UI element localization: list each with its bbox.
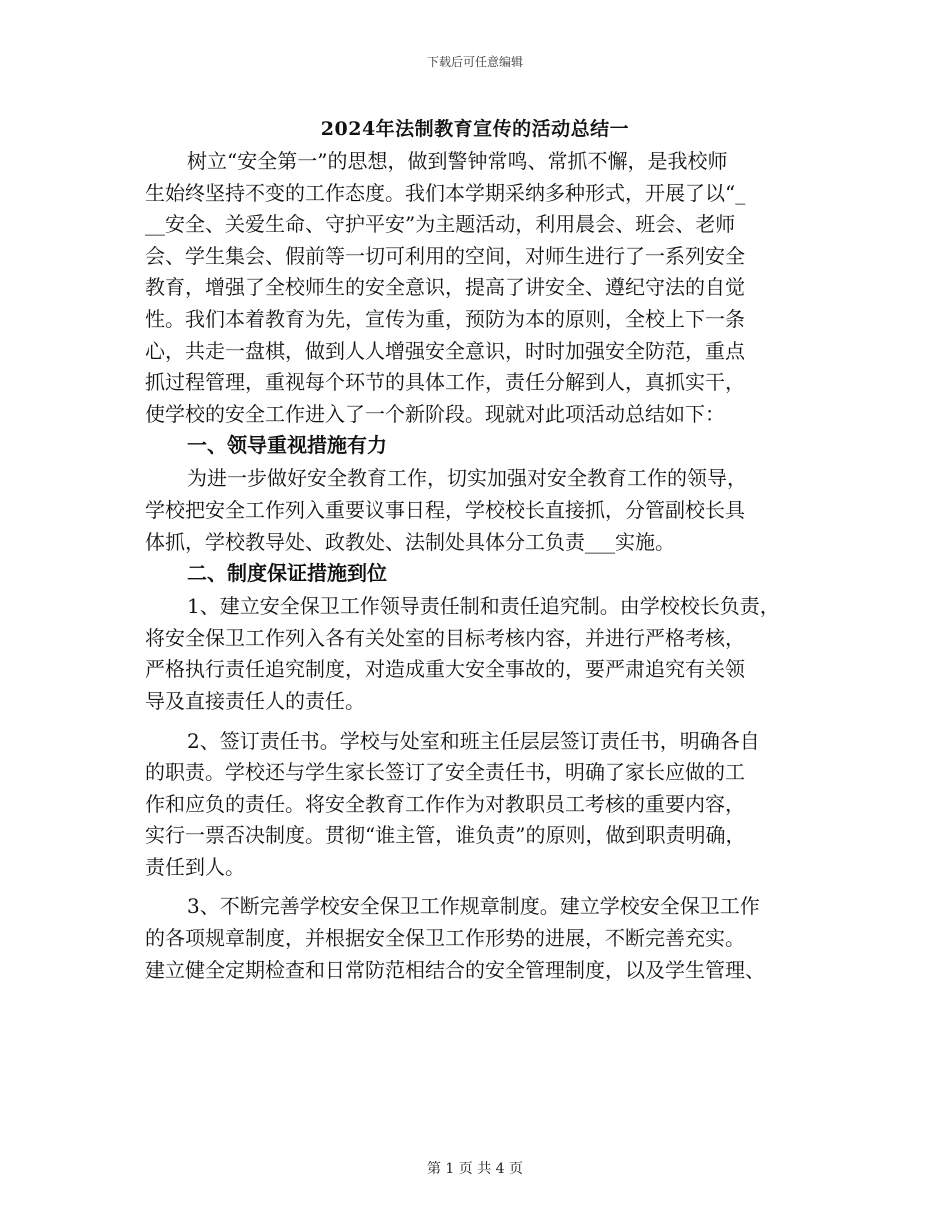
paragraph-line: 作和应负的责任。将安全教育工作作为对教职员工考核的重要内容， (145, 791, 745, 816)
paragraph-line: 心，共走一盘棋，做到人人增强安全意识，时时加强安全防范，重点 (145, 338, 745, 363)
paragraph-line: 的职责。学校还与学生家长签订了安全责任书，明确了家长应做的工 (145, 760, 745, 785)
paragraph-line: 使学校的安全工作进入了一个新阶段。现就对此项活动总结如下： (145, 401, 725, 426)
paragraph-line: 体抓，学校教导处、政教处、法制处具体分工负责___实施。 (145, 529, 675, 554)
paragraph-line: __安全、关爱生命、守护平安”为主题活动，利用晨会、班会、老师 (145, 212, 736, 237)
paragraph-line: 会、学生集会、假前等一切可利用的空间，对师生进行了一系列安全 (145, 243, 745, 268)
paragraph-line: 建立健全定期检查和日常防范相结合的安全管理制度，以及学生管理、 (145, 957, 765, 982)
paragraph-line: 导及直接责任人的责任。 (145, 688, 365, 713)
paragraph-line: 为进一步做好安全教育工作，切实加强对安全教育工作的领导， (187, 466, 747, 491)
document-title: 2024年法制教育宣传的活动总结一 (320, 118, 630, 140)
page-number: 第 1 页 共 4 页 (426, 1161, 524, 1177)
section-heading: 一、领导重视措施有力 (187, 433, 387, 458)
paragraph-line: 教育，增强了全校师生的安全意识，提高了讲安全、遵纪守法的自觉 (145, 275, 745, 300)
paragraph-line: 树立“安全第一”的思想，做到警钟常鸣、常抓不懈，是我校师 (187, 149, 728, 173)
paragraph-line: 的各项规章制度，并根据安全保卫工作形势的进展，不断完善充实。 (145, 926, 745, 951)
paragraph-line: 生始终坚持不变的工作态度。我们本学期采纳多种形式，开展了以“_ (145, 180, 746, 205)
paragraph-line: 严格执行责任追究制度，对造成重大安全事故的，要严肃追究有关领 (145, 657, 745, 682)
paragraph-line: 责任到人。 (145, 854, 245, 879)
document-body (145, 146, 821, 986)
paragraph-line: 实行一票否决制度。贯彻“谁主管，谁负责”的原则，做到职责明确， (145, 823, 746, 848)
section-heading: 二、制度保证措施到位 (187, 561, 387, 586)
paragraph-line: 性。我们本着教育为先，宣传为重，预防为本的原则，全校上下一条 (145, 306, 745, 331)
paragraph-line: 将安全保卫工作列入各有关处室的目标考核内容，并进行严格考核， (145, 625, 745, 650)
paragraph-line: 2、签订责任书。学校与处室和班主任层层签订责任书，明确各自 (187, 728, 760, 753)
header-note: 下载后可任意编辑 (426, 55, 523, 69)
paragraph-line: 3、不断完善学校安全保卫工作规章制度。建立学校安全保卫工作 (187, 894, 760, 919)
paragraph-line: 抓过程管理，重视每个环节的具体工作，责任分解到人，真抓实干， (145, 370, 745, 395)
paragraph-line: 学校把安全工作列入重要议事日程，学校校长直接抓，分管副校长具 (145, 497, 745, 522)
paragraph-line: 1、建立安全保卫工作领导责任制和责任追究制。由学校校长负责， (187, 594, 780, 619)
